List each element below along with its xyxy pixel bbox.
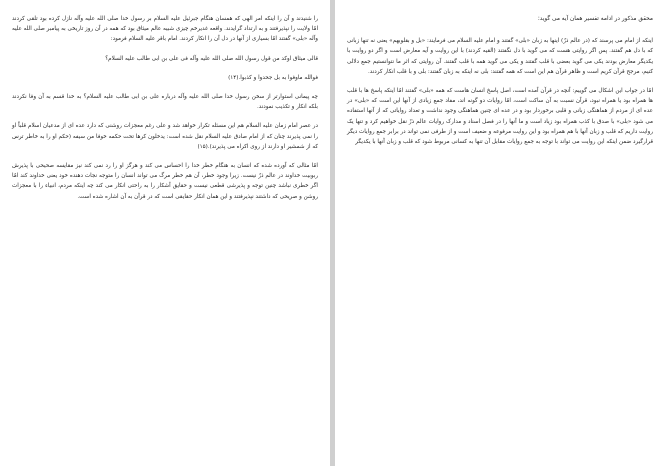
left-paragraph-5: در عصر امام زمان علیه السلام هم این مسئله تکرار خواهد شد و علی رغم معجزات روشنی که دارد عده ای از مدعیان اسلام قلباً او را نمی پذیرند چنان که از امام صادق علیه السلام نقل شده است: یدخلون کرها تحت حکمه خوفا من سیفه (حکم او را به خاطر ترس که از شمشیر او دارند از روی اکراه می پذیرند).(۱۵) bbox=[12, 123, 318, 150]
left-paragraph-4: چه پیمانی استوارتر از سخن رسول خدا صلی الله علیه وآله درباره علی بن ابی طالب علیه السلام؟ به خدا قسم به آن وفا نکردند بلکه انکار و تکذیب نمودند. bbox=[12, 94, 318, 111]
right-paragraph-2: امّا در جواب این اشکال می گوییم: آنچه در قرآن آمده است، اصل پاسخ انسان هاست که همه «بلی» گفتند امّا اینکه پاسخ ها با قلب ها همراه بود یا همراه نبود، قرآن نسبت به آن ساکت است، امّا روایات دو گونه اند، مفاد جمع زیادی از آنها این است که «بلی» در عده ای از مردم از هماهنگی زبانی و قلبی برخوردار بود و در عده ای چنین هماهنگی وجود نداشت و تعداد روایاتی که از آنها استفاده می شود «بلی» با صدق با کذب همراه بود زیاد است و ما آنها را در فصل اسناد و مدارک روایات عالم ذرّ نقل خواهیم کرد و تنها یک روایت داریم که قلب و زبان آنها با هم همراه بود و این روایت مرفوعه و ضعیف است و از طرفی نمی تواند در برابر جمع روایات دیگر قرارگیرد ضمن اینکه این روایت می تواند با توجه به جمع روایات مقابل آن تنها به کسانی مربوط شود که قلب و زبان آنها با یکدیگر bbox=[347, 88, 653, 146]
left-paragraph-3: فوالله ماوفوا به بل جحدوا و کذبوا.(۱۴) bbox=[228, 74, 318, 81]
right-page bbox=[335, 0, 665, 466]
left-paragraph-6: امّا مثالی که آورده شده که انسان به هنگام خطر خدا را احساس می کند و هرگز او را رد نمی کند نیز مقایسه صحیحی با پذیرش ربوبیت خداوند در عالم ذرّ نیست. زیرا وجود خطر، آن هم خطر مرگ می تواند انسان را متوجه نجات دهنده خود یعنی خداوند کند امّا اگر خطری نباشد چنین توجه و پذیرشی قطعی نیست و حقایق آشکار را به راحتی انکار می کند چه اینکه مردم، انبیاء را با معجزات روشن و صریحی که داشتند نپذیرفتند و این همان انکار حقایقی است که در قرآن به آن اشاره شده است. bbox=[12, 163, 318, 200]
left-paragraph-1: را شنیدند و آن را اینکه امر الهی که همسان هنگام جبرئیل علیه السلام بر رسول خدا صلی الله علیه وآله نازل کرده بود تلقی کردند امّا ولایت را نپذیرفتند و به ارتداد گرایدند. واقعه غدیرخم چیزی شبیه عالم میثاق بود که همه در آن روز تاریخی به پیامبر صلی الله علیه وآله «بلی» گفتند امّا بسیاری از آنها در دل آن را انکار کردند. امام باقر علیه السلام فرمود: bbox=[12, 16, 318, 43]
right-page-heading: محقق مذکور در ادامه تفسیر همان آیه می گوید: bbox=[537, 16, 653, 22]
left-page bbox=[0, 0, 330, 466]
left-paragraph-2: قالی میثاق اوکد من قول رسول الله صلی الله علیه وآله فی علی بن ابی طالب علیه السلام؟ bbox=[105, 55, 318, 62]
right-paragraph-1: اینکه از امام می پرسند که (در عالم ذرّ) اینها به زبان «بلی» گفتند و امام علیه السلام می فرمایند: «بل و بقلوبهم» یعنی نه تنها زبانی که با دل هم گفتند. پس اگر روایتی هست که می گوید با دل نگفتند (القیه کردند) با این روایت و آیه معارض است و اگر دو روایت با یکدیگر معارض بودند یکی می گوید بعضی با قلب گفتند و یکی می گوید همه با قلب گفتند. آن روایتی که اثر ما نتوانستیم جمع دلالی کنیم، مرجح قرآن کریم است و ظاهر قرآن هم این است که همه گفتند: بلی نه اینکه به زبان گفتند: بلی و با قلب انکار کردند. bbox=[347, 38, 653, 75]
